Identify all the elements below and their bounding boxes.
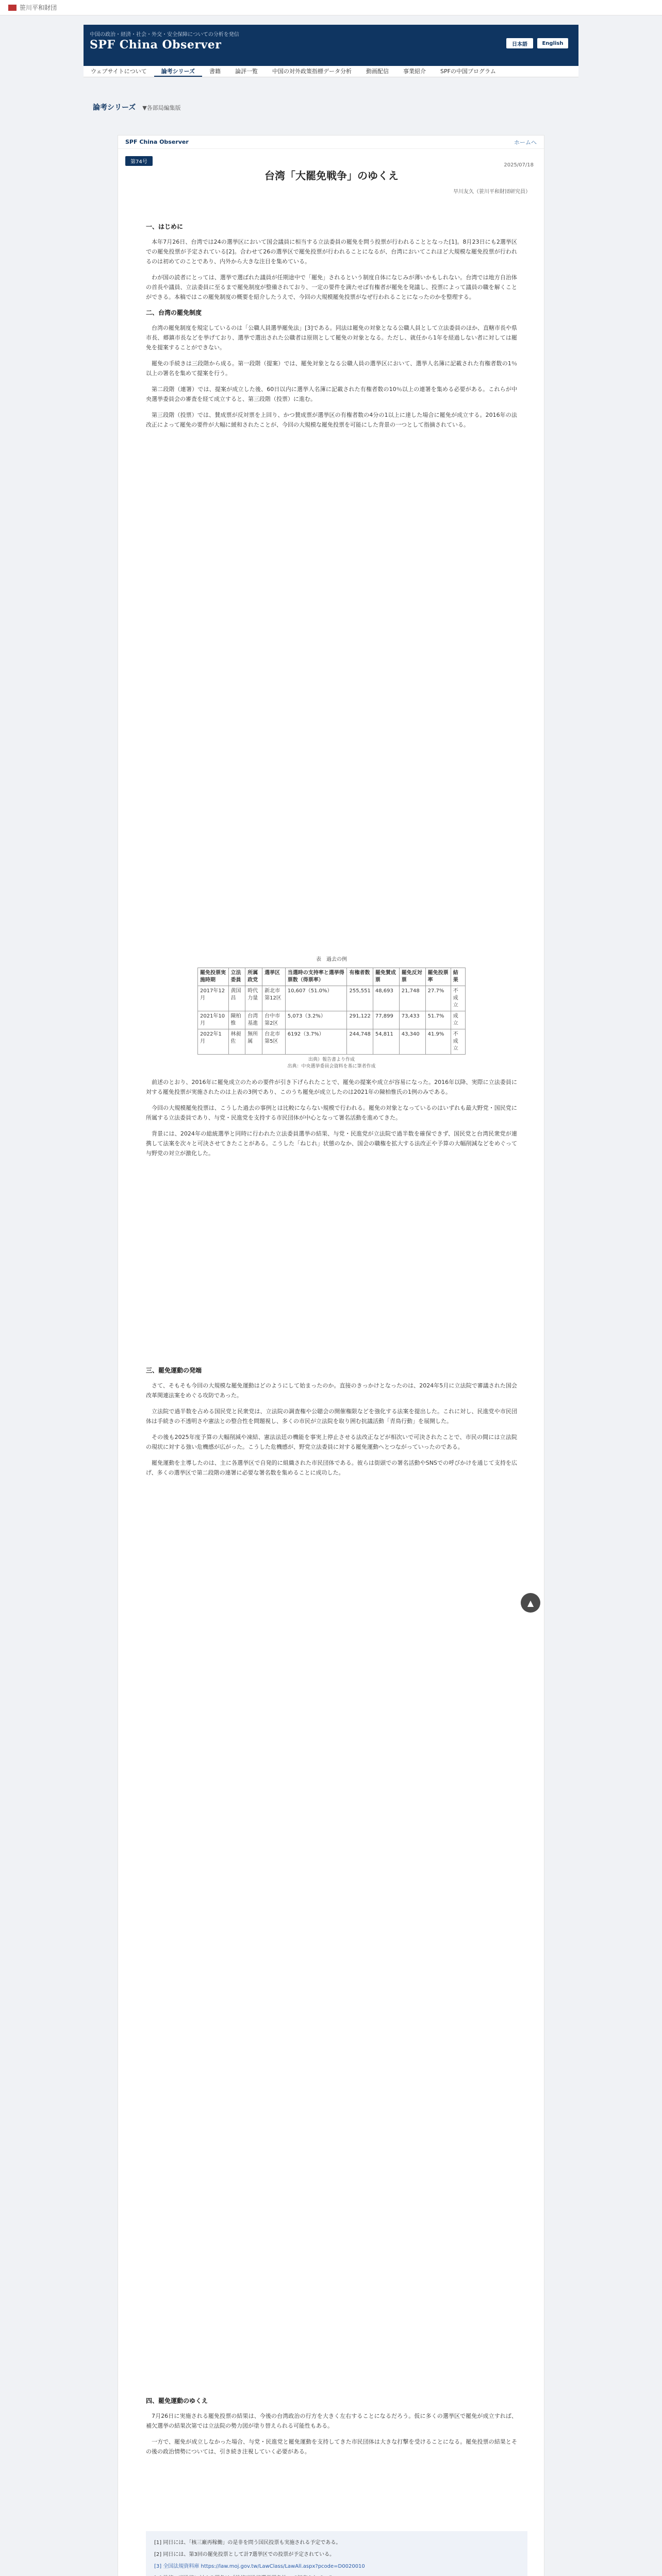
table-cell: 291,122 bbox=[347, 1011, 373, 1029]
table-cell: 時代力量 bbox=[245, 986, 262, 1011]
table-cell: 41.9% bbox=[425, 1029, 451, 1055]
table-header: 罷免投票実施時期 bbox=[198, 968, 229, 986]
table-row bbox=[198, 1011, 466, 1029]
nav-item[interactable]: ウェブサイトについて bbox=[91, 68, 147, 75]
publish-date: 2025/07/18 bbox=[504, 162, 534, 168]
card-source: SPF China Observer bbox=[125, 139, 189, 145]
arrow-up-icon: ▲ bbox=[527, 1598, 534, 1608]
table-cell: 2021年10月 bbox=[198, 1011, 229, 1029]
paragraph: 立法院で過半数を占める国民党と民衆党は、立法院の調査権や公聴会の開催権限などを強化する法案を提出した。これに対し、民進党や市民団体は手続きの不透明さや憲法との整合性を問題視し、多くの市民が立法院を取り囲む抗議活動「青鳥行動」を展開した。 bbox=[146, 1408, 517, 1425]
table-header: 罷免反対票 bbox=[399, 968, 425, 986]
table-cell: 244,748 bbox=[347, 1029, 373, 1055]
table-cell: 255,551 bbox=[347, 986, 373, 1011]
table-block bbox=[146, 950, 517, 1164]
paragraph: わが国の読者にとっては、選挙で選ばれた議員が任期途中で「罷免」されるという制度自体になじみが薄いかもしれない。台湾では地方自治体の首長や議員、立法委員に至るまで罷免制度が整備されており、一定の要件を満たせば有権者が罷免を発議し、投票によって議員の職を解くことができる。本稿ではこの罷免制度の概要を紹介したうえで、今回の大規模罷免投票がなぜ行われることになったのかを整理する。 bbox=[146, 274, 517, 300]
section-heading: 四、罷免運動のゆくえ bbox=[146, 2397, 208, 2404]
paragraph: 今回の大規模罷免投票は、こうした過去の事例とは比較にならない規模で行われる。罷免の対象となっているのはいずれも最大野党・国民党に所属する立法委員であり、与党・民進党を支持する市民団体が中心となって署名活動を進めてきた。 bbox=[146, 1105, 517, 1121]
table-cell: 73,433 bbox=[399, 1011, 425, 1029]
nav-item[interactable]: 論評一覧 bbox=[235, 68, 258, 75]
paragraph: 罷免の手続きは三段階から成る。第一段階（提案）では、罷免対象となる公職人員の選挙区において、選挙人名簿に記載された有権者数の1％以上の署名を集めて提案を行う。 bbox=[146, 360, 517, 377]
card-header bbox=[118, 135, 544, 149]
nav-item[interactable]: 中国の対外政策指標データ分析 bbox=[272, 68, 352, 75]
table-cell: 10,607（51.0%） bbox=[285, 986, 347, 1011]
recall-history-table bbox=[197, 968, 466, 1055]
table-cell: 台中市第2区 bbox=[262, 1011, 286, 1029]
table-cell: 不成立 bbox=[451, 1029, 465, 1055]
table-cell: 5,073（3.2%） bbox=[285, 1011, 347, 1029]
nav-item[interactable]: 事業紹介 bbox=[403, 68, 426, 75]
table-header: 当選時の支持率と選挙得票数（得票率） bbox=[285, 968, 347, 986]
paragraph: 台湾の罷免制度を規定しているのは「公職人員選挙罷免法」[3]である。同法は罷免の対象となる公職人員として立法委員のほか、直轄市長や県市長、郷鎮市長などを挙げており、選挙で選出された公職者は原則として罷免の対象となる。ただし、就任から1年を経過しない者に対しては罷免を提案することができない。 bbox=[146, 325, 517, 351]
article-body-3 bbox=[146, 1362, 517, 1484]
foundation-logo-icon[interactable] bbox=[8, 5, 16, 11]
table-cell: 不成立 bbox=[451, 986, 465, 1011]
scroll-top-button[interactable] bbox=[521, 1593, 540, 1613]
nav-item[interactable]: 動画配信 bbox=[366, 68, 389, 75]
series-sub-link[interactable]: ▼各部局編集版 bbox=[142, 105, 181, 111]
table-row bbox=[198, 1029, 466, 1055]
reference-item bbox=[154, 2574, 519, 2576]
table-header: 結果 bbox=[451, 968, 465, 986]
main-nav bbox=[84, 66, 578, 77]
paragraph: 第三段階（投票）では、賛成票が反対票を上回り、かつ賛成票が選挙区の有権者数の4分の1以上に達した場合に罷免が成立する。2016年の法改正によって罷免の要件が大幅に緩和されたことが、今回の大規模な罷免投票を可能にした背景の一つとして指摘されている。 bbox=[146, 412, 517, 428]
paragraph: 背景には、2024年の総統選挙と同時に行われた立法委員選挙の結果、与党・民進党が立法院で過半数を確保できず、国民党と台湾民衆党が連携して法案を次々と可決させてきたことがある。こうした「ねじれ」状態のなか、国会の職権を拡大する法改正や予算の大幅削減などをめぐって与野党の対立が激化した。 bbox=[146, 1130, 517, 1157]
table-caption: 表 過去の例 bbox=[316, 957, 347, 962]
back-home-link[interactable]: ホームへ bbox=[514, 139, 537, 146]
table-cell: 6192（3.7%） bbox=[285, 1029, 347, 1055]
table-header-row bbox=[198, 968, 466, 986]
paragraph: 一方で、罷免が成立しなかった場合、与党・民進党と罷免運動を支持してきた市民団体は大きな打撃を受けることになる。罷免投票の結果とその後の政治情勢については、引き続き注視していく必要がある。 bbox=[146, 2438, 517, 2455]
lang-en-button[interactable]: English bbox=[537, 38, 568, 48]
top-bar bbox=[0, 0, 662, 15]
table-note-line: 出典）報告書より作成 bbox=[308, 1057, 355, 1062]
series-heading bbox=[93, 102, 181, 112]
references-box bbox=[146, 2531, 527, 2576]
paragraph: 7月26日に実施される罷免投票の結果は、今後の台湾政治の行方を大きく左右することになるだろう。仮に多くの選挙区で罷免が成立すれば、補欠選挙の結果次第では立法院の勢力図が塗り替えられる可能性もある。 bbox=[146, 2413, 517, 2429]
article-body-4 bbox=[146, 2392, 517, 2463]
table-cell: 陳柏惟 bbox=[228, 1011, 245, 1029]
article-card bbox=[118, 135, 544, 2576]
table-cell: 成立 bbox=[451, 1011, 465, 1029]
nav-item[interactable]: 書籍 bbox=[209, 68, 221, 75]
paragraph: 罷免運動を主導したのは、主に各選挙区で自発的に組織された市民団体である。彼らは街頭での署名活動やSNSでの呼びかけを通じて支持を広げ、多くの選挙区で第二段階の連署に必要な署名数を集めることに成功した。 bbox=[146, 1460, 517, 1476]
table-note-line: 出典：中央選挙委員会資料を基に筆者作成 bbox=[287, 1064, 376, 1069]
table-header: 立法委員 bbox=[228, 968, 245, 986]
paragraph: さて、そもそも今回の大規模な罷免運動はどのようにして始まったのか。直接のきっかけとなったのは、2024年5月に立法院で審議された国会改革関連法案をめぐる攻防であった。 bbox=[146, 1382, 517, 1399]
table-cell: 無所属 bbox=[245, 1029, 262, 1055]
table-header: 所属政党 bbox=[245, 968, 262, 986]
table-cell: 48,693 bbox=[373, 986, 399, 1011]
table-row bbox=[198, 986, 466, 1011]
reference-item: [2] 同日には、第3回の罷免投票として計7選挙区での投票が予定されている。 bbox=[154, 2552, 335, 2557]
issue-tag: 第74号 bbox=[125, 156, 153, 166]
foundation-name[interactable]: 笹川平和財団 bbox=[20, 4, 57, 11]
table-cell: 2022年1月 bbox=[198, 1029, 229, 1055]
article-author: 早川友久（笹川平和財団研究員） bbox=[453, 189, 531, 195]
table-cell: 台湾基進 bbox=[245, 1011, 262, 1029]
table-cell: 林昶佐 bbox=[228, 1029, 245, 1055]
site-title[interactable]: SPF China Observer bbox=[90, 38, 222, 52]
lang-ja-button[interactable]: 日本語 bbox=[506, 38, 533, 48]
nav-item-active[interactable]: 論考シリーズ bbox=[154, 66, 202, 77]
series-label: 論考シリーズ bbox=[93, 104, 136, 112]
table-cell: 黄国昌 bbox=[228, 986, 245, 1011]
paragraph: 前述のとおり、2016年に罷免成立のための要件が引き下げられたことで、罷免の提案や成立が容易になった。2016年以降、実際に立法委員に対する罷免投票が実施されたのは上表の3例であり、このうち罷免が成立したのは2021年の陳柏惟氏の1例のみである。 bbox=[146, 1079, 517, 1095]
section-heading: 一、はじめに bbox=[146, 223, 184, 230]
table-cell: 43,340 bbox=[399, 1029, 425, 1055]
reference-link[interactable]: [3] 全国法規資料庫 https://law.moj.gov.tw/LawClass/LawAll.aspx?pcode=D0020010 bbox=[154, 2564, 365, 2569]
table-cell: 51.7% bbox=[425, 1011, 451, 1029]
article-title: 台湾「大罷免戦争」のゆくえ bbox=[264, 170, 399, 182]
table-header: 選挙区 bbox=[262, 968, 286, 986]
table-cell: 21,748 bbox=[399, 986, 425, 1011]
paragraph: 本年7月26日、台湾では24の選挙区において国会議員に相当する立法委員の罷免を問う投票が行われることとなった[1]。8月23日にも2選挙区での罷免投票が予定されている[2]。合わせて26の選挙区で罷免投票が行われることになるが、台湾においてこれほど大規模な罷免投票が行われるのは初めてのことであり、内外から大きな注目を集めている。 bbox=[146, 239, 517, 265]
table-cell: 27.7% bbox=[425, 986, 451, 1011]
table-note bbox=[146, 1057, 517, 1070]
paragraph: 第二段階（連署）では、提案が成立した後、60日以内に選挙人名簿に記載された有権者数の10％以上の連署を集める必要がある。これらが中央選挙委員会の審査を経て成立すると、第三段階（投票）に進む。 bbox=[146, 386, 517, 402]
table-header: 有権者数 bbox=[347, 968, 373, 986]
nav-item[interactable]: SPFの中国プログラム bbox=[440, 68, 496, 75]
site-tagline: 中国の政治・経済・社会・外交・安全保障についての分析を発信 bbox=[90, 32, 239, 38]
table-cell: 54,811 bbox=[373, 1029, 399, 1055]
table-cell: 新北市第12区 bbox=[262, 986, 286, 1011]
table-cell: 77,899 bbox=[373, 1011, 399, 1029]
article-body-1 bbox=[146, 218, 517, 436]
table-cell: 台北市第5区 bbox=[262, 1029, 286, 1055]
reference-item: [1] 同日には、「核三廠再稼働」の是非を問う国民投票も実施される予定である。 bbox=[154, 2540, 341, 2546]
table-header: 罷免投票率 bbox=[425, 968, 451, 986]
table-cell: 2017年12月 bbox=[198, 986, 229, 1011]
table-header: 罷免賛成票 bbox=[373, 968, 399, 986]
site-header bbox=[84, 25, 578, 66]
section-heading: 二、台湾の罷免制度 bbox=[146, 309, 202, 316]
paragraph: その後も2025年度予算の大幅削減や凍結、憲法法廷の機能を事実上停止させる法改正などが相次いで可決されたことで、市民の間には立法院の現状に対する強い危機感が広がった。こうした危機感が、野党立法委員に対する罷免運動へとつながっていったのである。 bbox=[146, 1434, 517, 1450]
section-heading: 三、罷免運動の発端 bbox=[146, 1367, 202, 1374]
